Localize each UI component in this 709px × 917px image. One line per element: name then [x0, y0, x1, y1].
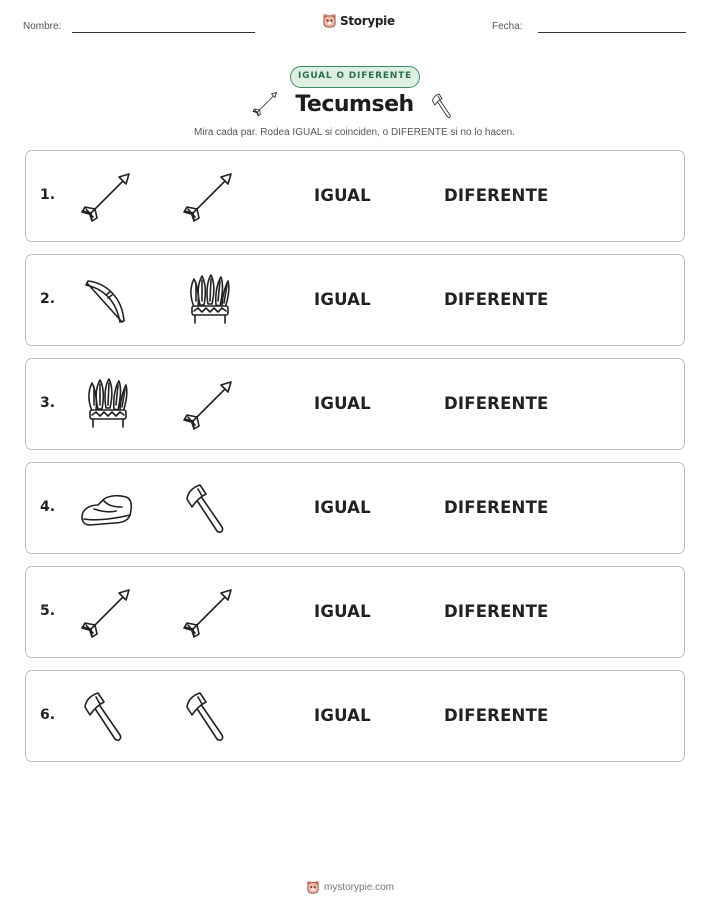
question-number: 2. [40, 291, 56, 307]
same-option[interactable]: IGUAL [314, 706, 371, 725]
question-number: 1. [40, 187, 56, 203]
different-option[interactable]: DIFERENTE [444, 602, 549, 621]
arrow-icon [178, 167, 238, 227]
question-card-2 [25, 254, 685, 346]
different-option[interactable]: DIFERENTE [444, 290, 549, 309]
same-option[interactable]: IGUAL [314, 290, 371, 309]
different-option[interactable]: DIFERENTE [444, 394, 549, 413]
footer [306, 880, 394, 894]
same-option[interactable]: IGUAL [314, 394, 371, 413]
arrow-icon [178, 583, 238, 643]
question-number: 3. [40, 395, 56, 411]
arrow-icon [76, 583, 136, 643]
arrow-icon [76, 167, 136, 227]
headdress-icon [178, 271, 238, 331]
headdress-icon [76, 375, 136, 435]
same-option[interactable]: IGUAL [314, 602, 371, 621]
axe-icon [178, 479, 238, 539]
different-option[interactable]: DIFERENTE [444, 186, 549, 205]
question-card-4 [25, 462, 685, 554]
question-card-3 [25, 358, 685, 450]
axe-icon [428, 90, 458, 122]
date-label: Fecha: [492, 21, 523, 32]
question-number: 6. [40, 707, 56, 723]
different-option[interactable]: DIFERENTE [444, 706, 549, 725]
axe-icon [76, 687, 136, 747]
page-title: Tecumseh [295, 92, 414, 117]
name-label: Nombre: [23, 21, 62, 32]
arrow-icon [178, 375, 238, 435]
bear-logo-icon [322, 13, 337, 28]
question-card-5 [25, 566, 685, 658]
brand-name: Storypie [340, 13, 395, 28]
question-number: 5. [40, 603, 56, 619]
brand-logo [322, 13, 395, 28]
same-option[interactable]: IGUAL [314, 186, 371, 205]
axe-icon [178, 687, 238, 747]
question-card-6 [25, 670, 685, 762]
name-field[interactable] [72, 32, 255, 33]
same-option[interactable]: IGUAL [314, 498, 371, 517]
moccasin-icon [76, 479, 136, 539]
question-card-1 [25, 150, 685, 242]
bear-logo-icon [306, 880, 320, 894]
different-option[interactable]: DIFERENTE [444, 498, 549, 517]
activity-tag: IGUAL O DIFERENTE [290, 66, 420, 88]
question-number: 4. [40, 499, 56, 515]
date-field[interactable] [538, 32, 686, 33]
bow-icon [76, 271, 136, 331]
instructions: Mira cada par. Rodea IGUAL si coinciden, o DIFERENTE si no lo hacen. [194, 127, 515, 138]
footer-site: mystorypie.com [324, 881, 395, 893]
